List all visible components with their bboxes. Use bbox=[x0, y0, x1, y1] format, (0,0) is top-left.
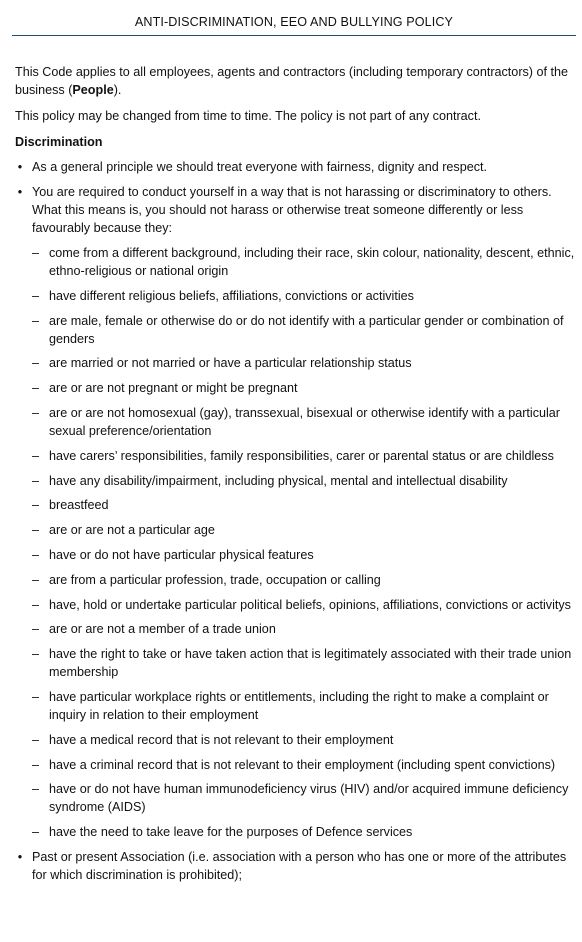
list-item bbox=[15, 848, 576, 884]
sub-list-item-text: are from a particular profession, trade, occupation or calling bbox=[49, 572, 381, 587]
sub-list-item-text: are male, female or otherwise do or do not identify with a particular gender or combination of genders bbox=[49, 313, 564, 346]
bullet-icon: • bbox=[17, 160, 23, 174]
policy-note: This policy may be changed from time to time. The policy is not part of any contract. bbox=[15, 109, 481, 123]
sub-list-item-text: are married or not married or have a particular relationship status bbox=[49, 356, 412, 371]
dash-icon: – bbox=[32, 757, 40, 772]
bullet-icon: • bbox=[17, 185, 23, 199]
bullet-icon: • bbox=[17, 850, 23, 865]
dash-icon: – bbox=[32, 732, 40, 747]
dash-icon: – bbox=[32, 498, 40, 513]
dash-icon: – bbox=[32, 246, 40, 260]
dash-icon: – bbox=[32, 288, 40, 303]
dash-icon: – bbox=[32, 381, 40, 396]
dash-icon: – bbox=[32, 473, 40, 488]
dash-icon: – bbox=[32, 782, 40, 797]
sub-list-item bbox=[32, 312, 576, 348]
dash-icon: – bbox=[32, 356, 40, 371]
dash-icon: – bbox=[32, 622, 40, 637]
sub-list-item-text: are or are not pregnant or might be pregnant bbox=[49, 381, 298, 396]
intro-text-end: ). bbox=[113, 83, 122, 97]
bullet-list bbox=[15, 158, 576, 884]
sub-list-item bbox=[32, 756, 576, 774]
dash-icon: – bbox=[32, 572, 40, 587]
dash-icon: – bbox=[32, 597, 40, 612]
intro-text-start: This Code applies to all employees, agents and contractors (including temporary contractors) of the business ( bbox=[15, 65, 569, 97]
sub-list-item-text: have different religious beliefs, affiliations, convictions or activities bbox=[49, 288, 414, 303]
dash-icon: – bbox=[32, 523, 40, 538]
dash-icon: – bbox=[32, 647, 40, 662]
sub-list-item-text: have a criminal record that is not relevant to their employment (including spent convictions) bbox=[49, 757, 556, 772]
sub-list-item-text: have a medical record that is not relevant to their employment bbox=[49, 732, 394, 747]
intro-bold-term: People bbox=[72, 83, 114, 97]
document-body bbox=[15, 63, 576, 891]
sub-list-item-text: have particular workplace rights or entitlements, including the right to make a complaint or inquiry in relation to their employment bbox=[49, 689, 549, 722]
list-item-text: As a general principle we should treat everyone with fairness, dignity and respect. bbox=[32, 160, 488, 174]
sub-list-item bbox=[32, 472, 576, 490]
dash-icon: – bbox=[32, 448, 40, 463]
sub-list-item bbox=[32, 688, 576, 724]
section-heading: Discrimination bbox=[15, 135, 103, 149]
document-header bbox=[12, 13, 576, 36]
intro-paragraph bbox=[15, 63, 576, 99]
dash-icon: – bbox=[32, 547, 40, 562]
sub-list-item bbox=[32, 287, 576, 305]
sub-list-item bbox=[32, 496, 576, 514]
sub-list-item bbox=[32, 571, 576, 589]
dash-icon: – bbox=[32, 405, 40, 420]
sub-list-item-text: have the need to take leave for the purposes of Defence services bbox=[49, 825, 413, 840]
list-item bbox=[15, 183, 576, 841]
sub-list-item-text: have or do not have human immunodeficiency virus (HIV) and/or acquired immune deficiency syndrome (AIDS) bbox=[49, 782, 569, 815]
dash-icon: – bbox=[32, 313, 40, 328]
sub-list-item bbox=[32, 596, 576, 614]
sub-list-item-text: have the right to take or have taken action that is legitimately associated with their trade union membership bbox=[49, 647, 572, 680]
sub-list-item-text: have any disability/impairment, including physical, mental and intellectual disability bbox=[49, 473, 508, 488]
sub-list-item-text: are or are not a particular age bbox=[49, 523, 215, 538]
sub-list-item bbox=[32, 620, 576, 638]
dash-icon: – bbox=[32, 825, 40, 840]
list-item bbox=[15, 158, 576, 176]
sub-list-item bbox=[32, 354, 576, 372]
sub-list-item bbox=[32, 731, 576, 749]
sub-list-item-text: come from a different background, including their race, skin colour, nationality, descent, ethnic, ethno-religious or national origin bbox=[49, 246, 575, 278]
sub-list-item bbox=[32, 521, 576, 539]
sub-list-item bbox=[32, 546, 576, 564]
sub-list bbox=[32, 244, 576, 841]
dash-icon: – bbox=[32, 689, 40, 704]
sub-list-item-text: breastfeed bbox=[49, 498, 109, 513]
list-item-text: You are required to conduct yourself in a way that is not harassing or discriminatory to others. What this means is, you should not harass or otherwise treat someone differently or less favourably because they: bbox=[32, 185, 552, 235]
sub-list-item-text: are or are not homosexual (gay), transsexual, bisexual or otherwise identify with a particular sexual preference/orientation bbox=[49, 405, 560, 438]
sub-list-item-text: have, hold or undertake particular political beliefs, opinions, affiliations, convictions or activitys bbox=[49, 597, 571, 612]
sub-list-item bbox=[32, 780, 576, 816]
page-title: ANTI-DISCRIMINATION, EEO AND BULLYING POLICY bbox=[134, 15, 454, 29]
sub-list-item-text: have carers’ responsibilities, family responsibilities, carer or parental status or are childless bbox=[49, 448, 554, 463]
sub-list-item-text: are or are not a member of a trade union bbox=[49, 622, 276, 637]
sub-list-item-text: have or do not have particular physical features bbox=[49, 547, 314, 562]
sub-list-item bbox=[32, 379, 576, 397]
sub-list-item bbox=[32, 823, 576, 841]
list-item-text: Past or present Association (i.e. association with a person who has one or more of the attributes for which discrimination is prohibited); bbox=[32, 850, 567, 883]
sub-list-item bbox=[32, 404, 576, 440]
sub-list-item bbox=[32, 645, 576, 681]
sub-list-item bbox=[32, 244, 576, 280]
sub-list-item bbox=[32, 447, 576, 465]
